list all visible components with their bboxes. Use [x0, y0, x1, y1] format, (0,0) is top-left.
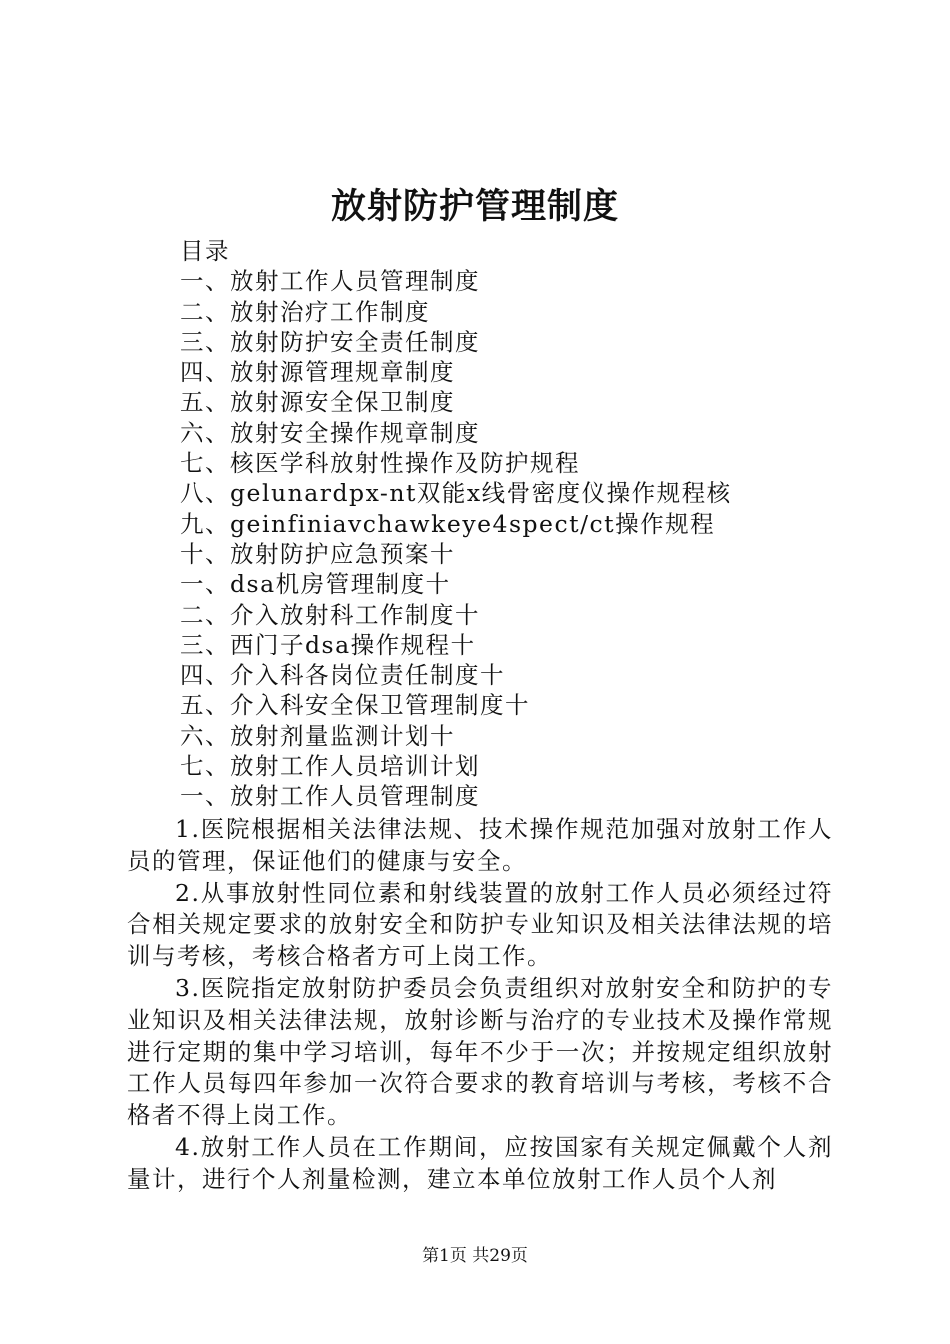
paragraph: 2.从事放射性同位素和射线装置的放射工作人员必须经过符合相关规定要求的放射安全和防护专业知识及相关法律法规的培训与考核，考核合格者方可上岗工作。 — [127, 878, 833, 971]
toc-item: 九、geinfiniavchawkeye4spect/ct操作规程 — [180, 509, 716, 538]
document-title: 放射防护管理制度 — [330, 186, 619, 227]
toc-item: 六、放射剂量监测计划十 — [180, 721, 455, 750]
toc-item: 七、放射工作人员培训计划 — [180, 752, 480, 781]
toc-item: 十、放射防护应急预案十 — [180, 539, 455, 568]
toc-item: 四、介入科各岗位责任制度十 — [180, 661, 505, 690]
toc-item: 二、介入放射科工作制度十 — [180, 600, 480, 629]
toc-item: 三、西门子dsa操作规程十 — [180, 630, 476, 659]
paragraph: 1.医院根据相关法律法规、技术操作规范加强对放射工作人员的管理，保证他们的健康与安全。 — [127, 815, 833, 875]
page-footer: 第1页 共29页 — [422, 1246, 528, 1266]
toc-item: 四、放射源管理规章制度 — [180, 358, 455, 387]
toc-heading: 目录 — [180, 237, 230, 265]
body-text — [127, 814, 833, 1196]
toc-item: 三、放射防护安全责任制度 — [180, 327, 480, 356]
paragraph: 3.医院指定放射防护委员会负责组织对放射安全和防护的专业知识及相关法律法规，放射诊断与治疗的专业技术及操作常规进行定期的集中学习培训，每年不少于一次；并按规定组织放射工作人员每四年参加一次符合要求的教育培训与考核，考核不合格者不得上岗工作。 — [127, 973, 833, 1130]
table-of-contents — [180, 236, 880, 812]
section-heading: 一、放射工作人员管理制度 — [180, 782, 480, 811]
toc-item: 一、放射工作人员管理制度 — [180, 267, 480, 296]
toc-item: 二、放射治疗工作制度 — [180, 297, 430, 326]
toc-item: 五、介入科安全保卫管理制度十 — [180, 691, 530, 720]
toc-item: 六、放射安全操作规章制度 — [180, 418, 480, 447]
toc-item: 八、gelunardpx-nt双能x线骨密度仪操作规程核 — [180, 479, 732, 508]
toc-item: 七、核医学科放射性操作及防护规程 — [180, 449, 580, 478]
toc-item: 一、dsa机房管理制度十 — [180, 570, 451, 599]
paragraph: 4.放射工作人员在工作期间，应按国家有关规定佩戴个人剂量计，进行个人剂量检测，建立本单位放射工作人员个人剂 — [127, 1132, 833, 1193]
toc-item: 五、放射源安全保卫制度 — [180, 388, 455, 417]
